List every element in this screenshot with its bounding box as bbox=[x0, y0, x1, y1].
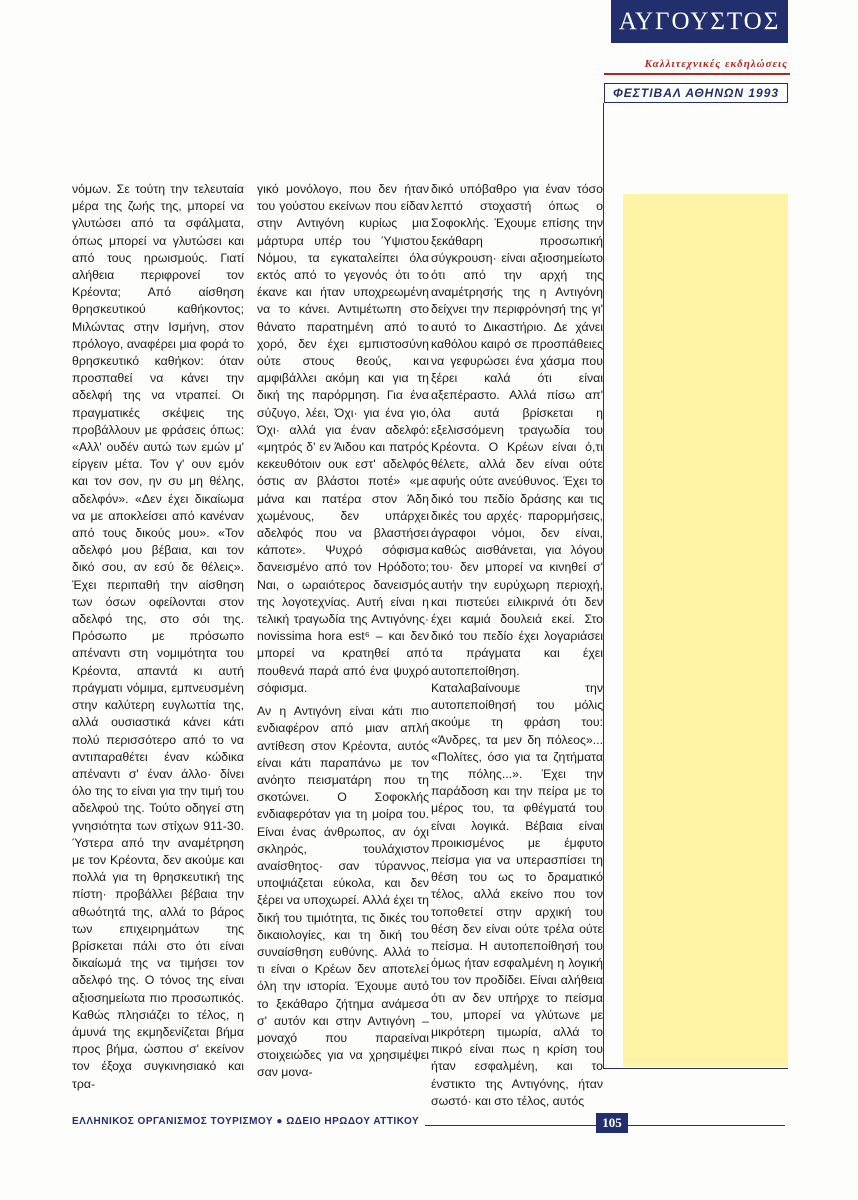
header-rule bbox=[604, 73, 790, 75]
footer-organization: ΕΛΛΗΝΙΚΟΣ ΟΡΓΑΝΙΣΜΟΣ ΤΟΥΡΙΣΜΟΥ bbox=[72, 1116, 274, 1127]
frame-horizontal-line bbox=[603, 1068, 788, 1069]
footer-text bbox=[72, 1116, 425, 1127]
paragraph: νόμων. Σε τούτη την τελευταία μέρα της ζωής της, μπορεί να γλυτώσει από τα σφάλματα, όπως μπορεί να γλυτώσει και από τους ηρωισμούς. Γιατί αλήθεια περιφρονεί τον Κρέοντα; Από αίσθηση θρησκευτικού καθήκοντος; Μιλώντας στην Ισμήνη, στον πρόλογο, αναφέρει μια φορά το θρησκευτικό καθήκον: όταν προσπαθεί να κάνει την αδελφή της να ντραπεί. Οι πραγματικές σκέψεις της προβάλλουν με φράσεις όπως: «Αλλ' ουδέν αυτώ των εμών μ' είργειν μέτα. Τον γ' ουν εμόν και τον σον, ην συ μη θέλης, αδελφόν». «Δεν έχει δικαίωμα να με αποκλείσει από κανέναν από τους δικούς μου». «Τον αδελφό μου βέβαια, και τον δικό σου, αν εσύ δε θέλεις». Έχει περιπαθή την αίσθηση των όσων οφείλονται στον αδελφό της, στο σόι της. Πρόσωπο με πρόσωπο απέναντι στη νομιμότητα του Κρέοντα, απαντά κι αυτή πράγματι νόμιμα, εμπνευσμένη στην καλύτερη ευγλωττία της, αλλά ουσιαστικά κάνει κάτι πολύ περισσότερο από το να αντιπαραθέτει έναν κώδικα απέναντι σ' έναν άλλο· δίνει όλο της το είναι για την τιμή του αδελφού της. Τούτο οδηγεί στη γνησιότητα των στίχων 911-30. Ύστερα από την αναμέτρηση με τον Κρέοντα, δεν ακούμε και πολλά για τη θρησκευτική της πίστη· προβάλλει βέβαια την αθωότητά της, αλλά το βάρος των επιχειρημάτων της βρίσκεται πάλι στο ότι είναι δικαίωμά της να τιμήσει τον αδελφό της. Ο τόνος της είναι αξιοσημείωτα πιο προσωπικός. Καθώς πλησιάζει το τέλος, η άμυνά της εκμηδενίζεται βήμα προς βήμα, ώσπου σ' εκείνον τον έξοχα συγκινησιακό και τρα- bbox=[72, 182, 244, 1091]
section-subtitle: Καλλιτεχνικές εκδηλώσεις bbox=[644, 58, 788, 70]
text-column-2 bbox=[257, 181, 429, 1082]
text-column-1 bbox=[72, 181, 244, 1093]
footer-separator-icon: ● bbox=[276, 1116, 283, 1127]
page-number: 105 bbox=[596, 1113, 628, 1133]
festival-label: ΦΕΣΤΙΒΑΛ ΑΘΗΝΩΝ 1993 bbox=[604, 83, 788, 103]
month-header: ΑΥΓΟΥΣΤΟΣ bbox=[611, 0, 788, 43]
paragraph: Αν η Αντιγόνη είναι κάτι πιο ενδιαφέρον από μιαν απλή αντίθεση στον Κρέοντα, αυτός είναι κάτι παραπάνω με τον ανόητο πεισματάρη που τη σκοτώνει. Ο Σοφοκλής ενδιαφερόταν για τη μοίρα του. Είναι ένας άνθρωπος, αν όχι σκληρός, τουλάχιστον αναίσθητος· σαν τύραννος, υποψιάζεται εύκολα, και δεν ξέρει να υποχωρεί. Αλλά έχει τη δική του τιμιότητα, τις δικές του δικαιολογίες, και τη δική του συναίσθηση ευθύνης. Αλλά το τι είναι ο Κρέων δεν αποτελεί όλη την ιστορία. Έχουμε αυτό το ξεκάθαρο ζήτημα ανάμεσα σ' αυτόν και στην Αντιγόνη – μοναχό που παραείναι στοιχειώδες για να χρησιμέψει σαν μονα- bbox=[257, 704, 429, 1080]
text-column-3 bbox=[431, 181, 603, 1110]
yellow-image-placeholder bbox=[623, 194, 788, 1067]
frame-vertical-line bbox=[603, 103, 604, 1068]
footer-venue: ΩΔΕΙΟ ΗΡΩΔΟΥ ΑΤΤΙΚΟΥ bbox=[286, 1116, 420, 1127]
paragraph: δικό υπόβαθρο για έναν τόσο λεπτό στοχαστή όπως ο Σοφοκλής. Έχουμε επίσης την ξεκάθαρη προσωπική σύγκρουση· είναι αξιοσημείωτο ότι από την αρχή της αναμέτρησής της η Αντιγόνη δείχνει την περιφρόνησή της γι' αυτό το Δικαστήριο. Δε χάνει καθόλου καιρό σε προσπάθειες να γεφυρώσει ένα χάσμα που ξέρει καλά ότι είναι αξεπέραστο. Αλλά πίσω απ' όλα αυτά βρίσκεται η εξελισσόμενη τραγωδία του Κρέοντα. Ο Κρέων είναι ό,τι θέλετε, αλλά δεν είναι ούτε αφυής ούτε ανεύθυνος. Έχει το δικό του πεδίο δράσης και τις δικές του αρχές· παρορμήσεις, άγραφοι νόμοι, δεν είναι, καθώς αισθάνεται, για λόγου του· δεν μπορεί να κινηθεί σ' αυτήν την ευρύχωρη περιοχή, και πιστεύει ειλικρινά ότι δεν έχει καμιά δουλειά εκεί. Στο δικό του πεδίο έχει λογαριάσει τα πράγματα και έχει αυτοπεποίθηση. Καταλαβαίνουμε την αυτοπεποίθησή του μόλις ακούμε τη φράση του: «Άνδρες, τα μεν δη πόλεος»... «Πολίτες, όσο για τα ζητήματα της πόλης...». Έχει την παράδοση και την πείρα με το μέρος του, τα φθέγματά του είναι λογικά. Βέβαια είναι προικισμένος με έμφυτο πείσμα για να υπερασπίσει τη θέση του ως το δραματικό τέλος, αλλά εκείνο που τον τοποθετεί στην αρχική του θέση δεν είναι ούτε τρέλα ούτε πείσμα. Η αυτοπεποίθησή του όμως ήταν εσφαλμένη η λογική του τον προδίδει. Είναι αλήθεια ότι αν δεν υπήρχε το πείσμα του, μπορεί να γλύτωνε με μικρότερη τιμωρία, αλλά το πικρό είναι πως η κρίση του ήταν εσφαλμένη, και το ένστικτο της Αντιγόνης, ήταν σωστό· και στο τέλος, αυτός bbox=[431, 182, 603, 1108]
paragraph: γικό μονόλογο, που δεν ήταν του γούστου εκείνων που είδαν στην Αντιγόνη κυρίως μια μάρτυρα υπέρ του Ύψιστου Νόμου, τα εγκαταλείπει όλα εκτός από το γεγονός ότι το έκανε και ήταν υποχρεωμένη να το κάνει. Αντιμέτωπη στο θάνατο παρατημένη από το χορό, δεν έχει εμπιστοσύνη ούτε στους θεούς, και αμφιβάλλει ακόμη και για τη δική της παρόρμηση. Για ένα σύζυγο, λέει, Όχι· για ένα γιο, Όχι· αλλά για έναν αδελφό: «μητρός δ' εν Άιδου και πατρός κεκευθότοιν ουκ εστ' αδελφός όστις αν βλάστοι ποτέ» «με μάνα και πατέρα στον Άδη χωμένους, δεν υπάρχει αδελφός που να βλαστήσει κάποτε». Ψυχρό σόφισμα δανεισμένο από τον Ηρόδοτο; Ναι, ο ωραιότερος δανεισμός της λογοτεχνίας. Αυτή είναι η τελική τραγωδία της Αντιγόνης· novissima hora est⁶ – και δεν μπορεί να κρατηθεί από πουθενά παρά από ένα ψυχρό σόφισμα. bbox=[257, 182, 429, 695]
